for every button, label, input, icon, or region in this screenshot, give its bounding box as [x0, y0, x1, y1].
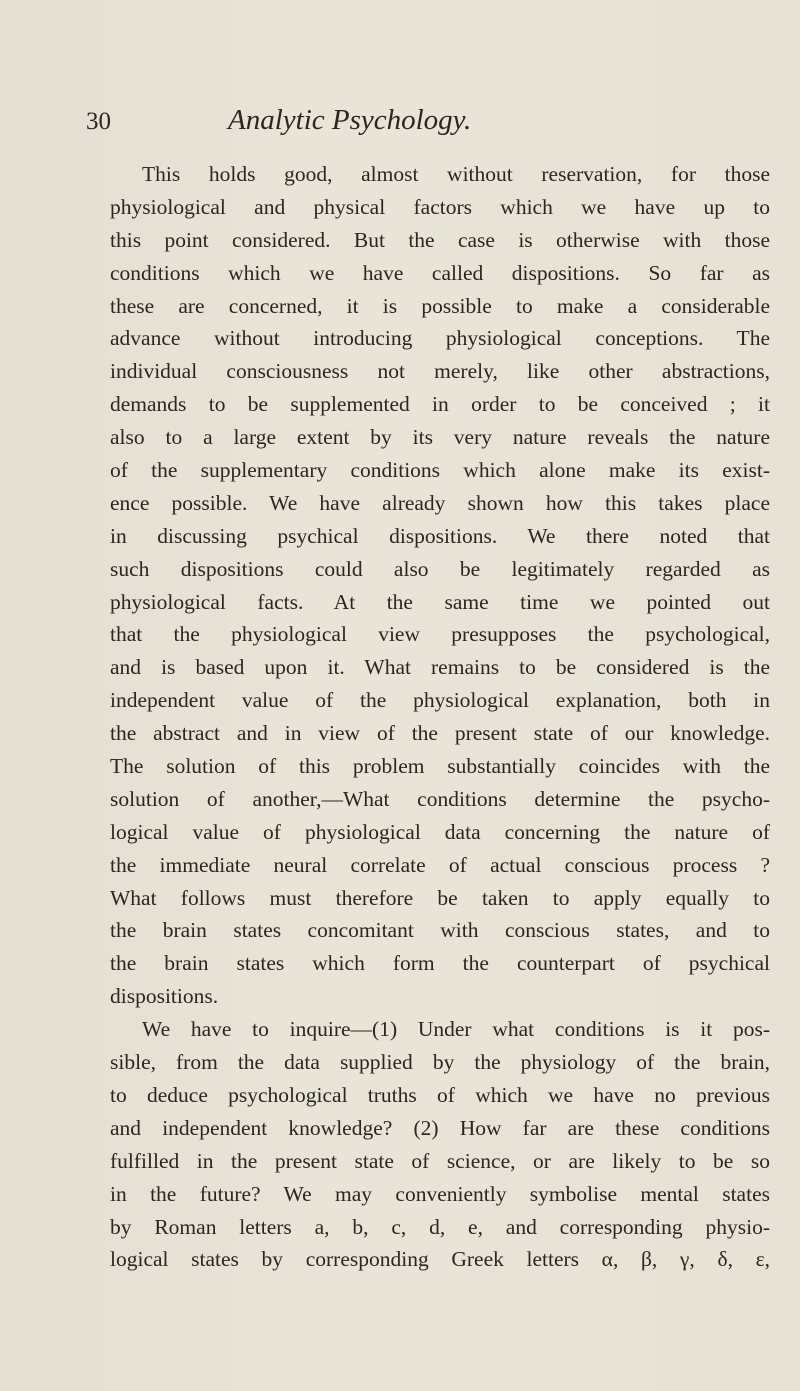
text-line: advance without introducing physiological conceptions. The — [110, 326, 770, 351]
text-line: The solution of this problem substantially coincides with the — [110, 754, 770, 779]
text-line: these are concerned, it is possible to make a considerable — [110, 293, 770, 318]
body-text — [110, 158, 770, 1276]
text-line: dispositions. — [110, 984, 219, 1009]
page-number: 30 — [86, 108, 111, 135]
text-line: individual consciousness not merely, like other abstractions, — [110, 359, 770, 384]
text-line: We have to inquire—(1) Under what conditions is it pos- — [142, 1017, 770, 1042]
text-line: this point considered. But the case is otherwise with those — [110, 227, 770, 252]
text-line: sible, from the data supplied by the physiology of the brain, — [110, 1050, 770, 1075]
paragraph — [110, 158, 770, 1013]
text-line: also to a large extent by its very nature reveals the nature — [110, 425, 770, 450]
text-line: the brain states concomitant with conscious states, and to — [110, 918, 770, 943]
text-line: and independent knowledge? (2) How far are these conditions — [110, 1115, 770, 1140]
text-line: such dispositions could also be legitimately regarded as — [110, 556, 770, 581]
running-head — [86, 104, 746, 144]
text-line: by Roman letters a, b, c, d, e, and corresponding physio- — [110, 1214, 770, 1239]
text-line: This holds good, almost without reservation, for those — [142, 162, 770, 186]
text-line: the brain states which form the counterpart of psychical — [110, 951, 770, 976]
text-line: What follows must therefore be taken to apply equally to — [110, 885, 770, 910]
text-line: to deduce psychological truths of which we have no previous — [110, 1082, 770, 1107]
text-line: ence possible. We have already shown how this takes place — [110, 490, 770, 515]
text-line: in discussing psychical dispositions. We there noted that — [110, 523, 770, 548]
text-line: conditions which we have called dispositions. So far as — [110, 260, 770, 285]
text-line: of the supplementary conditions which alone make its exist- — [110, 458, 770, 483]
text-line: the abstract and in view of the present state of our knowledge. — [110, 721, 770, 746]
text-line: fulfilled in the present state of science, or are likely to be so — [110, 1148, 770, 1173]
text-line: physiological facts. At the same time we pointed out — [110, 589, 770, 614]
text-line: demands to be supplemented in order to be conceived ; it — [110, 392, 770, 417]
text-line: logical value of physiological data concerning the nature of — [110, 819, 770, 844]
text-line: that the physiological view presupposes the psychological, — [110, 622, 770, 647]
text-line: the immediate neural correlate of actual conscious process ? — [110, 852, 770, 877]
paragraph — [110, 1013, 770, 1276]
text-line: logical states by corresponding Greek letters α, β, γ, δ, ε, — [110, 1247, 770, 1272]
text-line: independent value of the physiological explanation, both in — [110, 688, 770, 713]
text-line: solution of another,—What conditions determine the psycho- — [110, 786, 770, 811]
running-title: Analytic Psychology. — [228, 104, 472, 136]
text-line: physiological and physical factors which we have up to — [110, 194, 770, 219]
text-line: and is based upon it. What remains to be considered is the — [110, 655, 770, 680]
text-line: in the future? We may conveniently symbolise mental states — [110, 1181, 770, 1206]
